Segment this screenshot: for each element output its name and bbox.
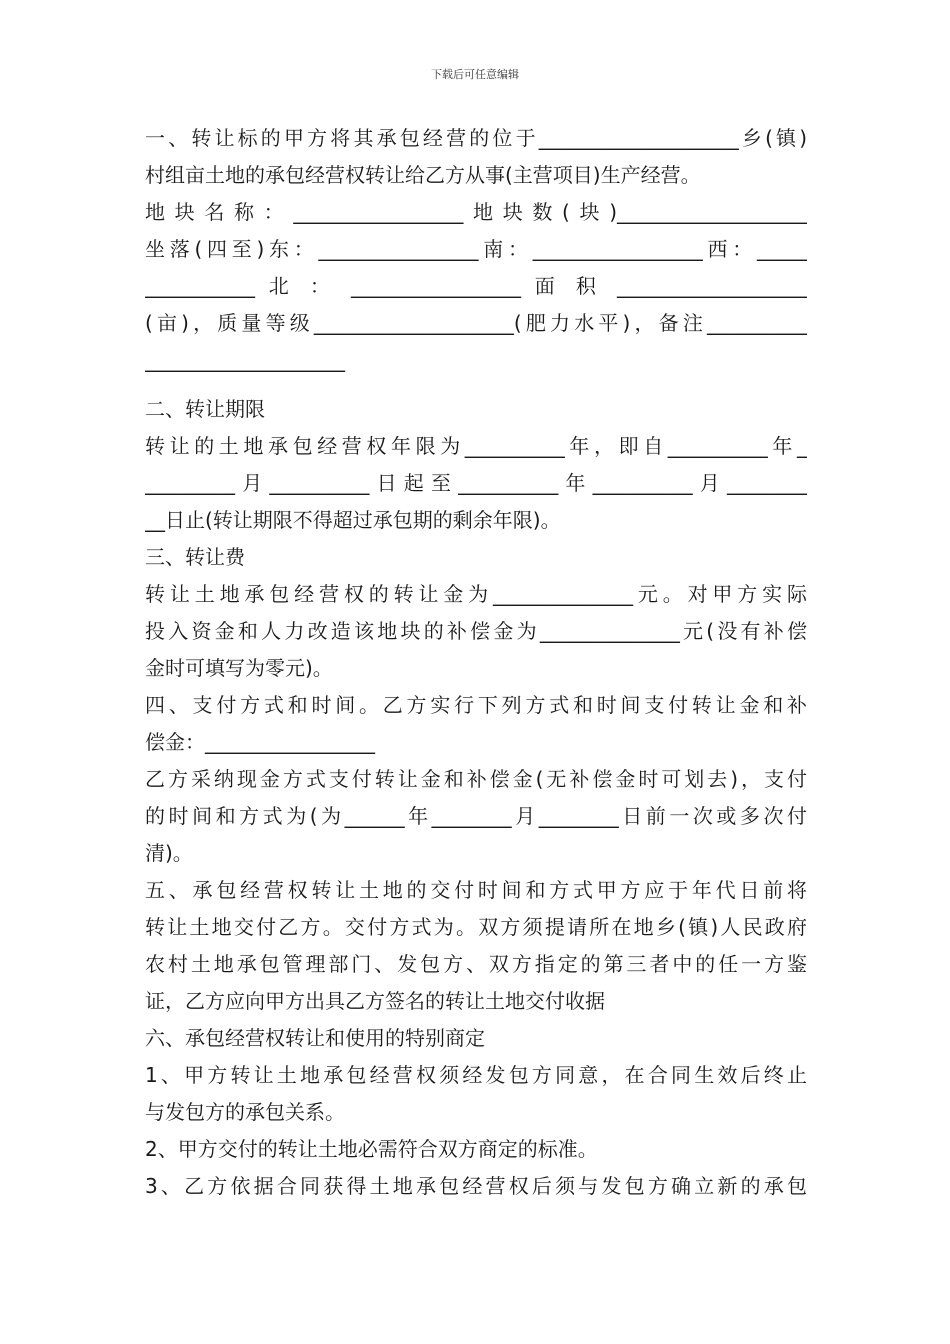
text-line: 一、转让标的甲方将其承包经营的位于____________________乡(镇)	[145, 126, 807, 150]
section-heading: 三、转让费	[145, 545, 245, 569]
text-line: 2、甲方交付的转让土地必需符合双方商定的标准。	[145, 1137, 598, 1161]
text-line: 证，乙方应向甲方出具乙方签名的转让土地交付收据	[145, 989, 605, 1013]
text-line: 与发包方的承包关系。	[145, 1100, 345, 1124]
text-line: ___________ 北 ： _________________ 面 积 ___________________	[145, 274, 807, 298]
text-line: 四、支付方式和时间。乙方实行下列方式和时间支付转让金和补	[145, 693, 807, 717]
text-line: 转让的土地承包经营权年限为__________年，即自__________年_	[145, 434, 807, 458]
text-line: 的时间和方式为(为______年________月________日前一次或多次付	[145, 804, 807, 828]
text-line: 投入资金和人力改造该地块的补偿金为______________元(没有补偿	[145, 619, 807, 643]
text-line: 金时可填写为零元)。	[145, 656, 333, 680]
text-line: 偿金：_________________	[145, 730, 375, 754]
text-line: 农村土地承包管理部门、发包方、双方指定的第三者中的任一方鉴	[145, 952, 807, 976]
section-heading: 二、转让期限	[145, 397, 265, 421]
document-body	[145, 120, 807, 1205]
text-line: 村组亩土地的承包经营权转让给乙方从事(主营项目)生产经营。	[145, 163, 701, 187]
page-header: 下载后可任意编辑	[431, 68, 519, 81]
text-line: 1、甲方转让土地承包经营权须经发包方同意，在合同生效后终止	[145, 1063, 807, 1087]
text-line: 地块名称：_________________地块数(块)___________________	[145, 200, 807, 224]
text-line: 转让土地承包经营权的转让金为______________元。对甲方实际	[145, 582, 807, 606]
text-line: _________月__________日起至__________年__________月________	[145, 471, 807, 495]
text-line: __日止(转让期限不得超过承包期的剩余年限)。	[145, 508, 561, 532]
text-line: 乙方采纳现金方式支付转让金和补偿金(无补偿金时可划去)，支付	[145, 767, 807, 791]
section-heading: 六、承包经营权转让和使用的特别商定	[145, 1026, 485, 1050]
text-line: 3、乙方依据合同获得土地承包经营权后须与发包方确立新的承包	[145, 1174, 807, 1198]
text-line: 五、承包经营权转让土地的交付时间和方式甲方应于年代日前将	[145, 878, 807, 902]
text-line: 坐落(四至)东：________________南：_________________西：_____	[145, 237, 807, 261]
text-line: (亩)，质量等级____________________(肥力水平)，备注__________	[145, 311, 807, 335]
text-line: 转让土地交付乙方。交付方式为。双方须提请所在地乡(镇)人民政府	[145, 915, 807, 939]
text-line: 清)。	[145, 841, 193, 865]
text-line: ____________________	[145, 348, 345, 372]
